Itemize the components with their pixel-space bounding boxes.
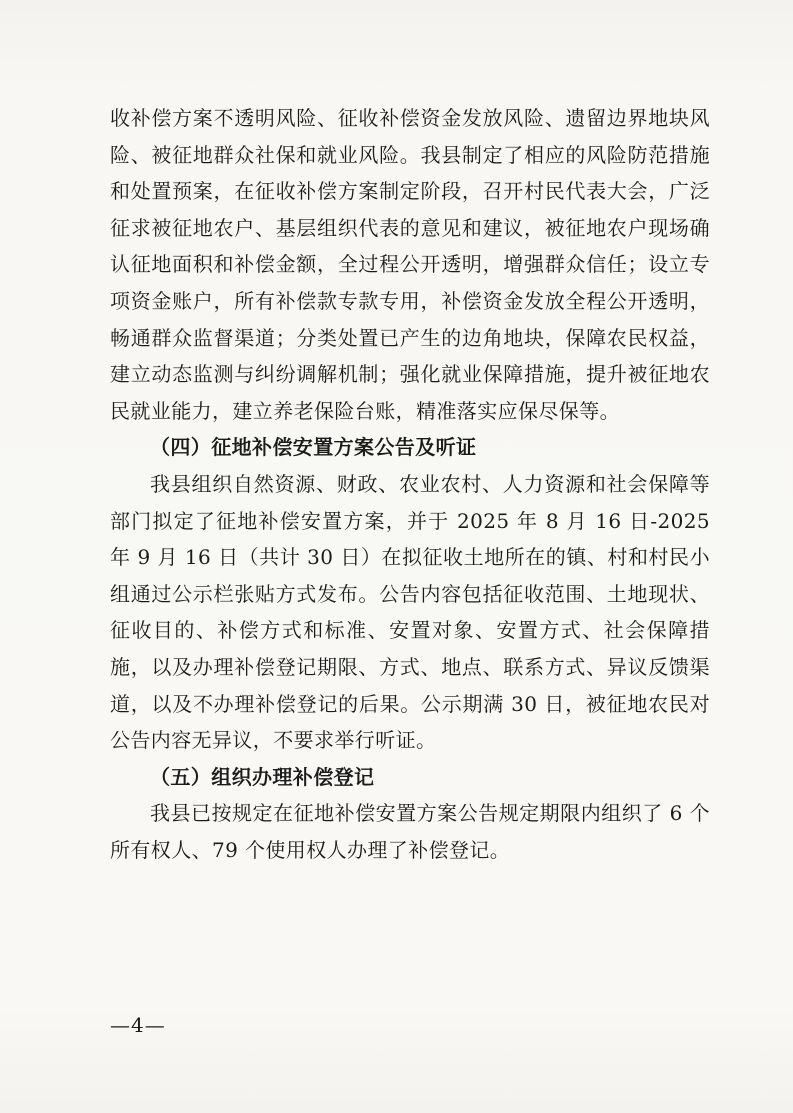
document-body [110,100,710,868]
page-number: —4— [110,1013,166,1037]
section-heading-5: （五）组织办理补偿登记 [150,764,375,789]
paragraph-announcement: 我县组织自然资源、财政、农业农村、人力资源和社会保障等部门拟定了征地补偿安置方案，并于 2025 年 8 月 16 日-2025 年 9 月 16 日（共计 30 日）在拟征收土地所在的镇、村和村民小组通过公示栏张贴方式发布。公告内容包括征收范围、土地现状、征收目的、补偿方式和标准、安置对象、安置方式、社会保障措施，以及办理补偿登记期限、方式、地点、联系方式、异议反馈渠道，以及不办理补偿登记的后果。公示期满 30 日，被征地农民对公告内容无异议，不要求举行听证。 [110,471,710,753]
paragraph-registration: 我县已按规定在征地补偿安置方案公告规定期限内组织了 6 个所有权人、79 个使用权人办理了补偿登记。 [110,801,710,862]
section-heading-4: （四）征地补偿安置方案公告及听证 [150,435,477,460]
paragraph-risk-measures: 收补偿方案不透明风险、征收补偿资金发放风险、遗留边界地块风险、被征地群众社保和就业风险。我县制定了相应的风险防范措施和处置预案，在征收补偿方案制定阶段，召开村民代表大会，广泛征求被征地农户、基层组织代表的意见和建议，被征地农户现场确认征地面积和补偿金额，全过程公开透明，增强群众信任；设立专项资金账户，所有补偿款专款专用，补偿资金发放全程公开透明，畅通群众监督渠道；分类处置已产生的边角地块，保障农民权益，建立动态监测与纠纷调解机制；强化就业保障措施，提升被征地农民就业能力，建立养老保险台账，精准落实应保尽保等。 [110,106,710,423]
